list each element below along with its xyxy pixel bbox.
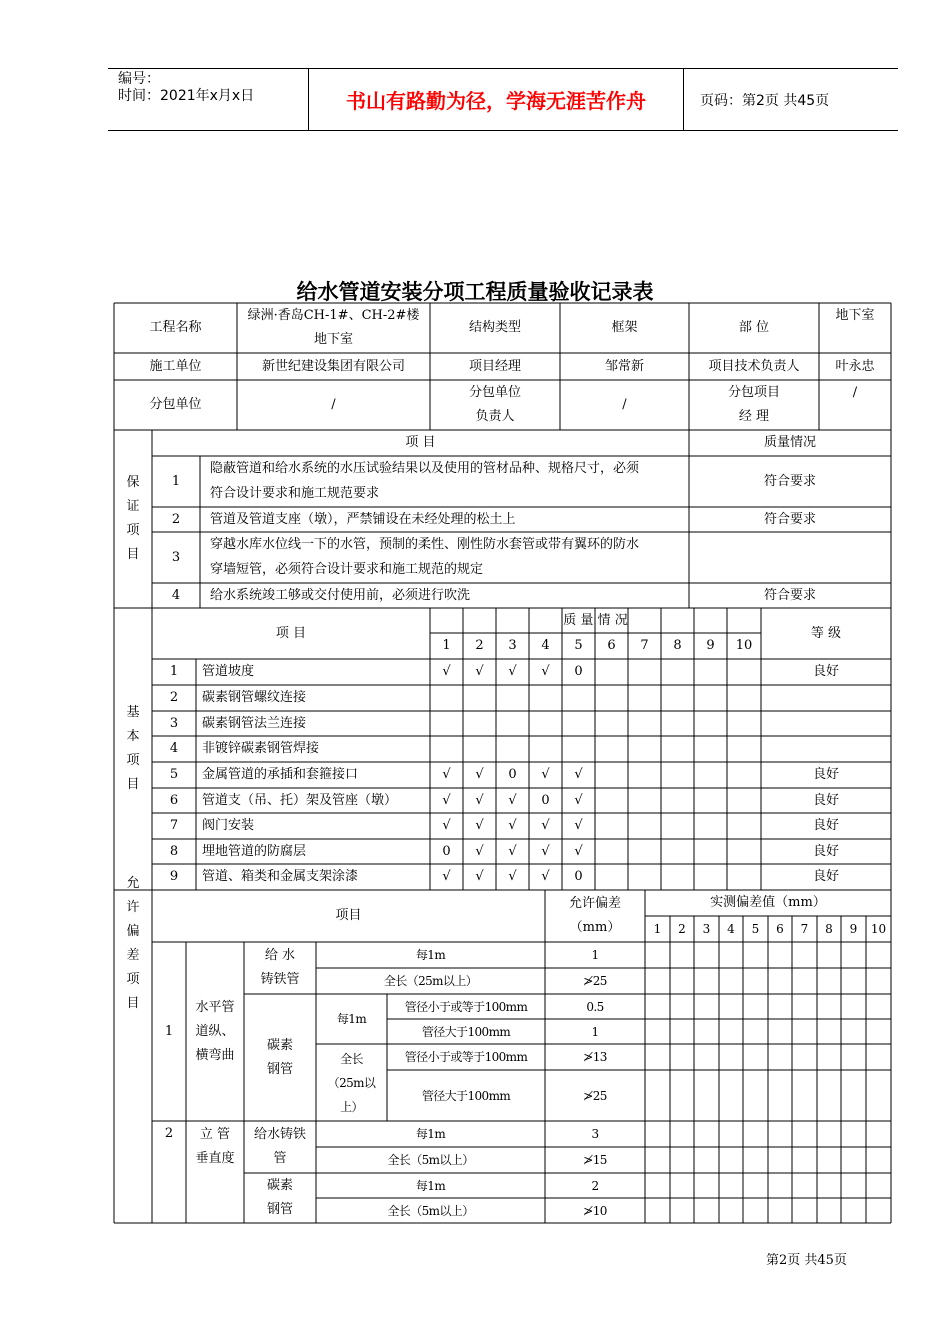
basic-row-mark — [727, 659, 761, 685]
basic-row-grade: 良好 — [812, 767, 839, 782]
basic-col-header: 10 — [735, 638, 753, 653]
basic-row-mark: √ — [475, 664, 484, 679]
basic-row-mark — [628, 711, 661, 736]
basic-row-mark: √ — [442, 818, 451, 833]
sub-label: 分包单位 — [149, 397, 202, 412]
ci-full: 全长（25m以上） — [383, 974, 478, 988]
tol-group1-no: 1 — [164, 1023, 174, 1039]
serial-label: 编号： — [118, 71, 160, 87]
basic-row-no: 6 — [169, 792, 179, 808]
basic-row-name: 碳素钢管法兰连接 — [202, 715, 307, 731]
basic-row-mark — [694, 711, 727, 736]
basic-row-mark — [628, 813, 661, 839]
basic-row-mark — [595, 736, 628, 762]
basic-row-name: 管道坡度 — [202, 664, 255, 679]
basic-row-mark: √ — [574, 792, 583, 808]
form-title: 给水管道安装分项工程质量验收记录表 — [296, 280, 654, 304]
pm-label: 项目经理 — [468, 358, 521, 374]
basic-row-mark: √ — [574, 767, 583, 782]
basic-col-header: 1 — [442, 638, 451, 653]
basic-row-mark — [628, 736, 661, 762]
basic-row-mark: √ — [475, 818, 484, 833]
basic-row-mark — [430, 736, 463, 762]
project-name: 绿洲·香岛CH-1#、CH-2#楼 地下室 — [247, 308, 420, 347]
basic-row-no: 4 — [169, 741, 179, 756]
basic-row-grade — [761, 685, 891, 711]
basic-row-mark — [628, 788, 661, 813]
basic-row-no: 2 — [169, 690, 179, 705]
basic-row-mark — [628, 762, 661, 788]
basic-col-header: 2 — [475, 638, 484, 653]
basic-row-mark — [529, 736, 562, 762]
basic-row-grade: 良好 — [812, 664, 839, 679]
basic-row-mark — [727, 711, 761, 736]
basic-row-mark: 0 — [541, 792, 550, 808]
basic-row-mark: √ — [442, 664, 451, 679]
basic-row-mark — [694, 788, 727, 813]
basic-col-header: 3 — [508, 638, 517, 653]
basic-row-mark: √ — [475, 869, 484, 884]
basic-row-mark — [430, 685, 463, 711]
guarantee-row-no: 4 — [171, 587, 181, 603]
basic-row-mark — [727, 736, 761, 762]
basic-col-header: 9 — [706, 638, 715, 653]
basic-row-mark — [529, 685, 562, 711]
basic-row-mark: √ — [442, 869, 451, 884]
basic-row-mark: √ — [574, 818, 583, 833]
basic-row-mark — [661, 813, 694, 839]
basic-row-mark — [529, 711, 562, 736]
measured-col-header: 7 — [800, 922, 809, 936]
basic-row-mark: √ — [508, 792, 517, 808]
measured-col-header: 10 — [870, 922, 887, 936]
basic-row-mark — [694, 813, 727, 839]
basic-row-mark — [595, 864, 628, 890]
basic-row-mark: √ — [442, 767, 451, 782]
basic-row-mark — [562, 736, 595, 762]
basic-row-mark: √ — [574, 843, 583, 859]
cs-gt-value: 1 — [591, 1024, 599, 1039]
basic-row-mark — [595, 813, 628, 839]
basic-row-no: 9 — [169, 869, 179, 884]
basic-row-mark — [727, 813, 761, 839]
measured-col-header: 3 — [702, 922, 711, 936]
basic-row-mark — [628, 659, 661, 685]
basic-row-grade: 良好 — [812, 792, 839, 808]
measured-col-header: 6 — [776, 922, 784, 936]
cs-full-label: 全长 （25m以 上） — [327, 1051, 376, 1114]
basic-row-mark: √ — [508, 843, 517, 859]
ci-per-m: 每1m — [415, 948, 446, 962]
basic-row-mark — [661, 839, 694, 864]
basic-row-mark — [430, 711, 463, 736]
basic-row-no: 8 — [169, 843, 179, 859]
g2-ci-full-value: ≯15 — [583, 1153, 607, 1167]
basic-row-mark — [661, 685, 694, 711]
basic-col-header: 6 — [607, 638, 616, 653]
g2-carbon-label: 碳素 钢管 — [266, 1178, 293, 1217]
basic-row-mark — [628, 685, 661, 711]
cs-le-value: 0.5 — [586, 999, 604, 1014]
cs-full-dia-le: 管径小于或等于100mm — [404, 1050, 528, 1064]
basic-row-mark: √ — [508, 869, 517, 884]
carbon-steel-label: 碳素 钢管 — [266, 1037, 293, 1077]
project-name-label: 工程名称 — [149, 320, 202, 335]
guarantee-quality-header: 质量情况 — [763, 435, 816, 450]
structure-type: 框架 — [611, 320, 638, 335]
basic-quality-header: 质 量 情 况 — [563, 612, 628, 628]
basic-row-mark — [661, 864, 694, 890]
structure-type-label: 结构类型 — [468, 320, 521, 335]
basic-row-mark — [562, 711, 595, 736]
sub-pm-label: 分包项目 经 理 — [727, 385, 780, 424]
g2-ci-full: 全长（5m以上） — [387, 1153, 474, 1167]
basic-row-mark — [727, 788, 761, 813]
ci-per-value: 1 — [591, 948, 599, 962]
cs-full-gt-value: ≯25 — [583, 1088, 607, 1103]
basic-side-label: 基 本 项 目 — [126, 705, 140, 792]
guarantee-row-no: 3 — [171, 549, 181, 565]
cs-dia-le: 管径小于或等于100mm — [404, 999, 528, 1014]
page-footer: 第2页 共45页 — [766, 1253, 847, 1268]
g2-cs-per-value: 2 — [591, 1178, 599, 1193]
measured-col-header: 4 — [727, 922, 735, 936]
guarantee-item-header: 项 目 — [405, 435, 436, 450]
basic-row-mark — [595, 711, 628, 736]
sub-pm: / — [852, 385, 858, 400]
basic-row-mark: √ — [508, 818, 517, 833]
basic-row-mark — [595, 839, 628, 864]
guarantee-row-text: 隐蔽管道和给水系统的水压试验结果以及使用的管材品种、规格尺寸，必须 符合设计要求和施工规范要求 — [210, 461, 640, 501]
basic-row-mark — [694, 762, 727, 788]
basic-row-no: 7 — [169, 818, 179, 833]
allow-header: 允许偏差 （mm） — [568, 896, 621, 935]
guarantee-row-text: 给水系统竣工够或交付使用前，必须进行吹洗 — [210, 588, 471, 603]
basic-col-header: 8 — [673, 638, 682, 653]
basic-row-mark: √ — [541, 664, 550, 679]
g2-cs-full-value: ≯10 — [583, 1203, 607, 1218]
basic-row-mark — [463, 736, 496, 762]
basic-grade-header: 等 级 — [810, 625, 842, 641]
basic-row-mark — [562, 685, 595, 711]
basic-row-mark — [727, 839, 761, 864]
basic-row-mark — [463, 711, 496, 736]
basic-row-mark: √ — [475, 792, 484, 808]
basic-row-mark — [595, 788, 628, 813]
basic-row-name: 碳素钢管螺纹连接 — [202, 690, 307, 705]
basic-row-mark: √ — [508, 664, 517, 679]
measured-col-header: 2 — [678, 922, 686, 936]
basic-row-mark: √ — [442, 792, 451, 808]
basic-row-mark: 0 — [574, 664, 583, 679]
basic-row-mark: 0 — [574, 869, 583, 884]
basic-row-name: 非镀锌碳素钢管焊接 — [202, 741, 320, 756]
part-label: 部 位 — [738, 320, 770, 335]
basic-col-header: 4 — [541, 638, 550, 653]
basic-row-mark: √ — [541, 767, 550, 782]
guarantee-side-label: 保 证 项 目 — [126, 475, 140, 562]
g2-cast-iron-label: 给水铸铁 管 — [253, 1127, 306, 1166]
g2-ci-per-value: 3 — [591, 1127, 599, 1141]
basic-row-grade — [761, 711, 891, 736]
basic-row-mark — [661, 659, 694, 685]
guarantee-row-quality: 符合要求 — [763, 587, 816, 603]
tolerance-side-label: 允 许 偏 差 项 目 — [126, 876, 140, 1011]
cast-iron-label: 给 水 铸铁管 — [260, 948, 300, 987]
basic-row-mark — [595, 762, 628, 788]
pm: 邹常新 — [604, 358, 644, 374]
g2-cs-full: 全长（5m以上） — [387, 1203, 474, 1218]
basic-row-no: 5 — [169, 767, 179, 782]
basic-row-grade — [761, 736, 891, 762]
cs-full-dia-gt: 管径大于100mm — [421, 1088, 511, 1103]
page-number: 页码：第2页 共45页 — [700, 92, 830, 109]
tol-group2-no: 2 — [164, 1126, 174, 1141]
basic-row-mark — [694, 685, 727, 711]
basic-row-mark — [694, 839, 727, 864]
basic-row-mark — [727, 685, 761, 711]
basic-row-mark — [661, 788, 694, 813]
measured-col-header: 9 — [849, 922, 858, 936]
basic-row-mark — [628, 864, 661, 890]
basic-row-mark — [595, 685, 628, 711]
sub-head: / — [622, 397, 627, 412]
basic-row-mark — [727, 864, 761, 890]
basic-row-mark — [661, 711, 694, 736]
measured-col-header: 5 — [751, 922, 760, 936]
basic-row-mark: √ — [475, 767, 484, 782]
basic-row-mark — [661, 736, 694, 762]
basic-row-mark: √ — [475, 843, 484, 859]
tol-group2-name: 立 管 垂直度 — [195, 1127, 235, 1166]
contractor-label: 施工单位 — [149, 358, 202, 374]
basic-row-mark — [496, 711, 529, 736]
tech: 叶永忠 — [835, 358, 875, 374]
tol-group1-name: 水平管 道纵、 横弯曲 — [195, 1000, 235, 1063]
basic-row-mark — [727, 762, 761, 788]
part-value: 地下室 — [835, 308, 875, 323]
basic-row-name: 阀门安装 — [202, 818, 255, 833]
basic-row-mark: √ — [541, 869, 550, 884]
guarantee-row-no: 2 — [171, 511, 181, 527]
basic-col-header: 5 — [574, 638, 583, 653]
g2-ci-per: 每1m — [415, 1127, 446, 1141]
basic-row-name: 管道支（吊、托）架及管座（墩） — [202, 792, 398, 808]
measured-header: 实测偏差值（mm） — [710, 895, 826, 910]
guarantee-row-quality — [689, 532, 891, 583]
basic-row-mark: 0 — [442, 843, 451, 859]
sub-value: / — [331, 397, 336, 412]
ci-full-value: ≯25 — [583, 974, 607, 988]
guarantee-row-text: 穿越水库水位线一下的水管，预制的柔性、刚性防水套管或带有翼环的防水 穿墙短管，必须符合设计要求和施工规范的规定 — [210, 537, 640, 577]
basic-row-no: 1 — [169, 664, 179, 679]
basic-row-mark: √ — [541, 843, 550, 859]
basic-row-mark — [694, 864, 727, 890]
basic-row-mark — [694, 736, 727, 762]
basic-row-grade: 良好 — [812, 869, 839, 884]
basic-row-name: 管道、箱类和金属支架涂漆 — [202, 869, 359, 884]
time-label: 时间：2021年x月x日 — [118, 88, 255, 104]
guarantee-row-no: 1 — [171, 473, 181, 489]
cs-dia-gt: 管径大于100mm — [421, 1024, 511, 1039]
motto: 书山有路勤为径，学海无涯苦作舟 — [308, 69, 684, 130]
basic-row-mark: √ — [541, 818, 550, 833]
basic-row-mark — [628, 839, 661, 864]
guarantee-row-text: 管道及管道支座（墩），严禁铺设在未经处理的松土上 — [210, 512, 516, 527]
basic-row-mark — [496, 685, 529, 711]
basic-row-mark — [694, 659, 727, 685]
basic-row-mark — [661, 762, 694, 788]
basic-row-mark — [496, 736, 529, 762]
basic-row-no: 3 — [169, 715, 179, 731]
basic-col-header: 7 — [640, 638, 649, 653]
cs-per-m: 每1m — [336, 1012, 367, 1026]
measured-col-header: 1 — [653, 922, 662, 936]
basic-row-name: 金属管道的承插和套箍接口 — [202, 767, 359, 782]
basic-row-grade: 良好 — [812, 818, 839, 833]
guarantee-row-quality: 符合要求 — [763, 511, 816, 527]
tech-label: 项目技术负责人 — [708, 358, 800, 374]
basic-row-mark — [463, 685, 496, 711]
measured-col-header: 8 — [825, 922, 833, 936]
sub-head-label: 分包单位 负责人 — [468, 385, 521, 424]
g2-cs-per: 每1m — [415, 1178, 446, 1193]
basic-row-grade: 良好 — [812, 843, 839, 859]
basic-row-name: 埋地管道的防腐层 — [202, 843, 307, 859]
contractor: 新世纪建设集团有限公司 — [261, 358, 405, 374]
basic-item-header: 项 目 — [275, 625, 307, 641]
basic-row-mark — [595, 659, 628, 685]
guarantee-row-quality: 符合要求 — [763, 473, 816, 489]
basic-row-mark: 0 — [508, 767, 517, 782]
tolerance-item-header: 项目 — [335, 908, 362, 923]
cs-full-le-value: ≯13 — [583, 1050, 607, 1064]
